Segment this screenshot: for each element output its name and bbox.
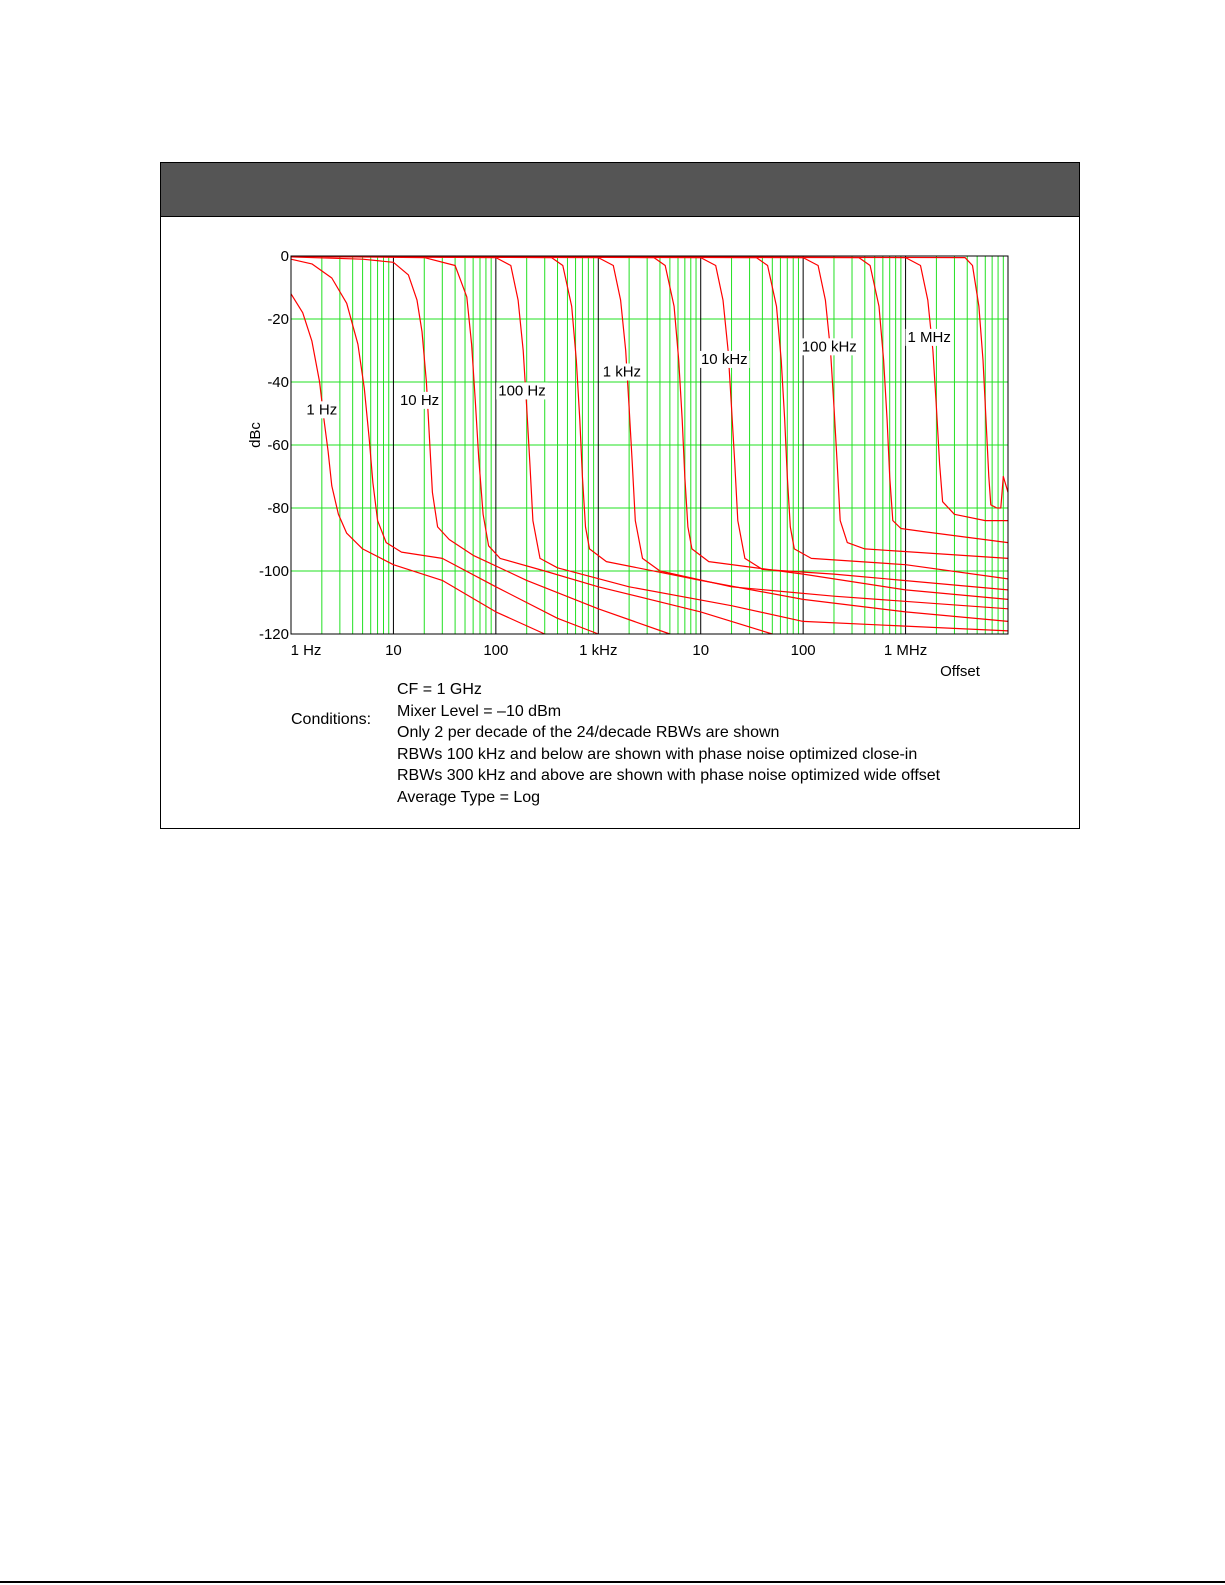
condition-line: CF = 1 GHz bbox=[397, 681, 482, 698]
condition-line: RBWs 300 kHz and above are shown with phase noise optimized wide offset bbox=[397, 767, 941, 784]
condition-line: Mixer Level = –10 dBm bbox=[397, 702, 562, 720]
condition-line: Average Type = Log bbox=[397, 788, 541, 806]
y-tick-label: -20 bbox=[267, 311, 289, 328]
y-tick-label: -80 bbox=[267, 500, 289, 517]
y-axis-label: dBc bbox=[247, 422, 264, 448]
x-tick-label: 100 bbox=[483, 642, 509, 659]
x-tick-label: 10 bbox=[692, 642, 710, 659]
curve-label: 1 kHz bbox=[602, 363, 642, 381]
condition-line: RBWs 100 kHz and below are shown with phase noise optimized close-in bbox=[397, 745, 918, 763]
y-tick-label: -100 bbox=[258, 563, 289, 580]
curve-label: 1 Hz bbox=[306, 401, 338, 419]
curve-label: 10 Hz bbox=[399, 391, 440, 409]
x-tick-label: 10 bbox=[385, 642, 402, 659]
curve-label: 100 Hz bbox=[498, 382, 546, 400]
conditions-label: Conditions: bbox=[291, 711, 372, 728]
x-tick-label: 1 Hz bbox=[290, 642, 322, 659]
x-tick-label: 100 bbox=[790, 642, 816, 659]
x-tick-label: 1 kHz bbox=[579, 642, 618, 659]
conditions-list bbox=[397, 679, 940, 808]
page-bottom-rule bbox=[0, 1581, 1225, 1583]
condition-line: Only 2 per decade of the 24/decade RBWs are shown bbox=[397, 724, 780, 741]
rbw-filter-chart bbox=[161, 163, 1079, 683]
y-tick-label: -120 bbox=[258, 626, 289, 643]
curve-label: 100 kHz bbox=[801, 338, 857, 356]
figure-frame bbox=[160, 162, 1080, 829]
y-tick-label: -60 bbox=[267, 437, 289, 454]
x-tick-label: 1 MHz bbox=[883, 642, 928, 659]
curve-label: 1 MHz bbox=[907, 328, 951, 346]
curve-label: 10 kHz bbox=[700, 350, 748, 368]
y-tick-label: 0 bbox=[280, 248, 289, 265]
x-axis-label: Offset bbox=[940, 663, 980, 680]
y-tick-label: -40 bbox=[267, 374, 289, 391]
